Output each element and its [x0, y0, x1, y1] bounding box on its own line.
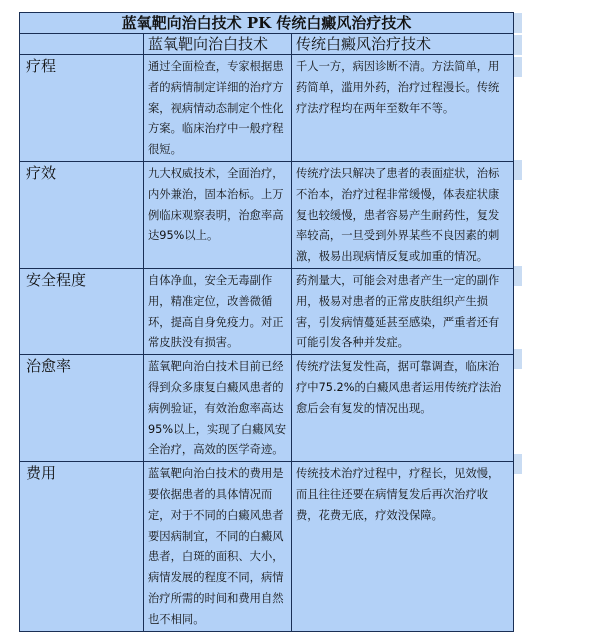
new-tech-cell: 通过全面检查，专家根据患者的病情制定详细的治疗方案，视病情动态制定个性化方案。临床治疗中一般疗程很短。	[144, 55, 292, 162]
side-decoration	[514, 57, 522, 77]
new-tech-cell: 自体净血，安全无毒副作用，精准定位，改善微循环，提高自身免疫力。对正常皮肤没有损害。	[144, 268, 292, 354]
header-traditional: 传统白癜风治疗技术	[292, 34, 514, 55]
traditional-cell: 传统技术治疗过程中，疗程长，见效慢，而且往往还要在病情复发后再次治疗收费，花费无底，疗效没保障。	[292, 462, 514, 631]
traditional-cell: 传统疗法只解决了患者的表面症状，治标不治本，治疗过程非常缓慢，体表症状康复也较缓慢，患者容易产生耐药性，复发率较高，一旦受到外界某些不良因素的刺激，极易出现病情反复或加重的情况。	[292, 161, 514, 268]
row-label: 费用	[20, 462, 144, 631]
row-label: 疗效	[20, 161, 144, 268]
side-decoration	[514, 13, 522, 33]
traditional-cell: 药剂量大，可能会对患者产生一定的副作用，极易对患者的正常皮肤组织产生损害，引发病情蔓延甚至感染，严重者还有可能引发各种并发症。	[292, 268, 514, 354]
header-new-tech: 蓝氧靶向治白技术	[144, 34, 292, 55]
header-empty	[20, 34, 144, 55]
side-decoration	[514, 266, 522, 286]
row-label: 疗程	[20, 55, 144, 162]
row-label: 安全程度	[20, 268, 144, 354]
traditional-cell: 传统疗法复发性高，据可靠调查，临床治疗中75.2%的白癜风患者运用传统疗法治愈后会有复发的情况出现。	[292, 355, 514, 462]
row-label: 治愈率	[20, 355, 144, 462]
side-decoration	[514, 349, 522, 369]
comparison-table	[19, 12, 514, 632]
table-row	[20, 462, 514, 631]
new-tech-cell: 九大权威技术，全面治疗，内外兼治，固本治标。上万例临床观察表明，治愈率高达95%以上。	[144, 161, 292, 268]
table-row	[20, 161, 514, 268]
new-tech-cell: 蓝氧靶向治白技术目前已经得到众多康复白癜风患者的病例验证，有效治愈率高达95%以上，实现了白癜风安全治疗，高效的医学奇迹。	[144, 355, 292, 462]
table-row	[20, 268, 514, 354]
traditional-cell: 千人一方，病因诊断不清。方法简单，用药简单，滥用外药，治疗过程漫长。传统疗法疗程均在两年至数年不等。	[292, 55, 514, 162]
side-decoration	[514, 35, 522, 55]
side-decoration	[514, 454, 522, 474]
table-row	[20, 55, 514, 162]
table-row	[20, 355, 514, 462]
side-decoration	[514, 160, 522, 180]
header-row	[20, 34, 514, 55]
table-title: 蓝氧靶向治白技术 PK 传统白癜风治疗技术	[20, 13, 514, 34]
new-tech-cell: 蓝氧靶向治白技术的费用是要依据患者的具体情况而定，对于不同的白癜风患者要因病制宜，不同的白癜风患者，白斑的面积、大小，病情发展的程度不同，病情治疗所需的时间和费用自然也不相同。	[144, 462, 292, 631]
